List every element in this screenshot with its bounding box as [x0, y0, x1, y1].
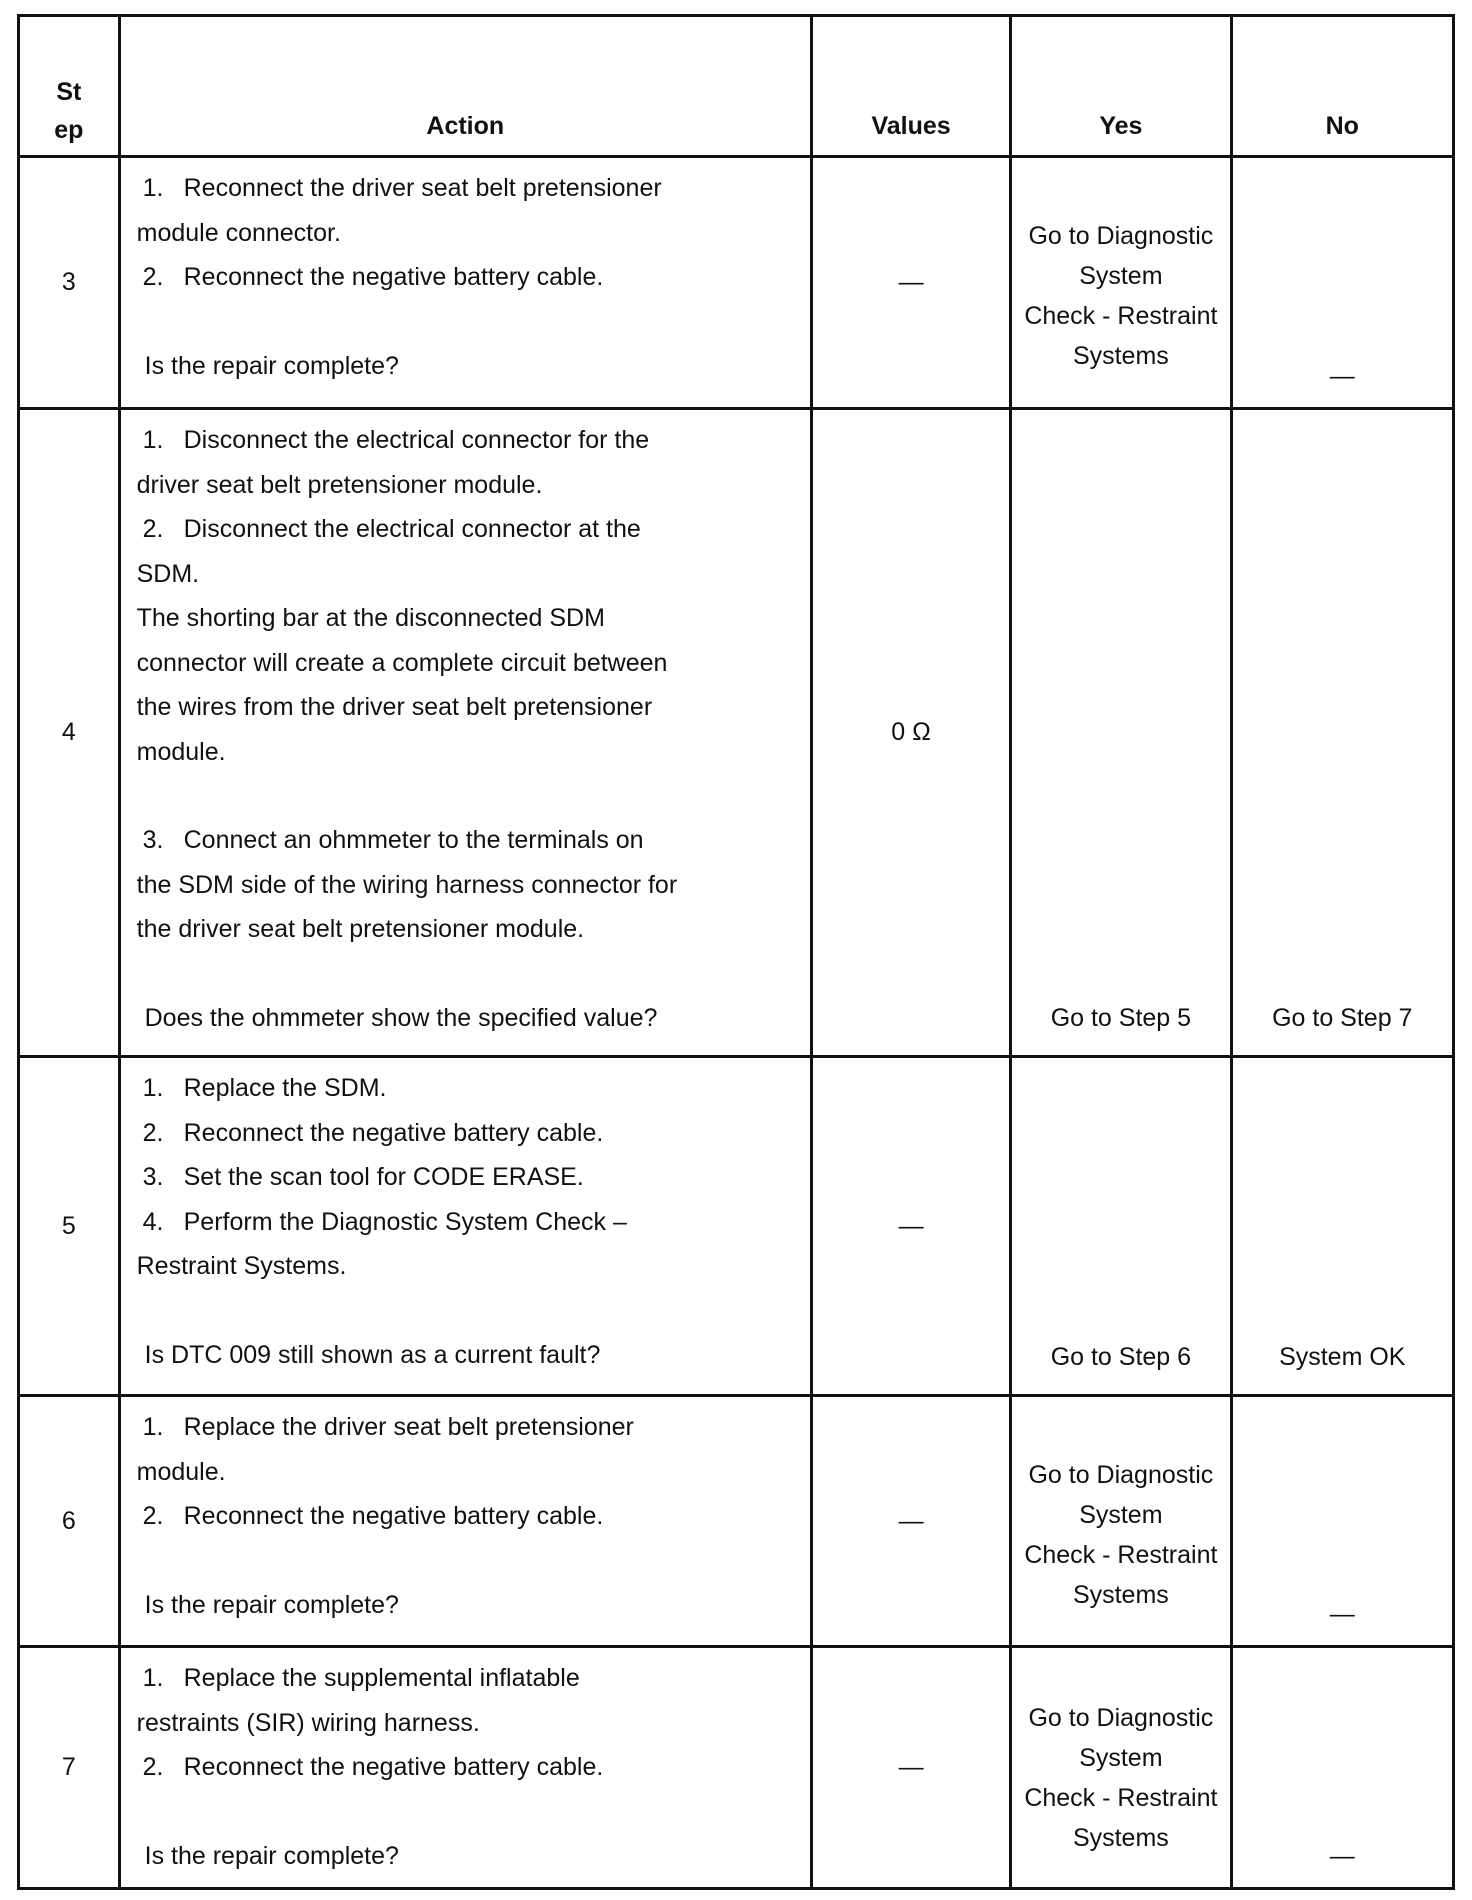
header-row	[19, 16, 1454, 157]
item-text: Reconnect the negative battery cable.	[183, 1502, 604, 1530]
values-cell: —	[811, 1057, 1010, 1396]
action-cell	[119, 1647, 811, 1889]
table-row	[19, 1647, 1454, 1889]
item-text: Replace the SDM.	[183, 1074, 387, 1102]
item-text-cont: Restraint Systems.	[136, 1252, 347, 1280]
table-row	[19, 157, 1454, 409]
action-cell	[119, 1396, 811, 1647]
no-cell	[1231, 157, 1453, 409]
table-row	[19, 409, 1454, 1057]
item-text: Replace the driver seat belt pretensioner	[183, 1413, 634, 1441]
question-text: Does the ohmmeter show the specified value?	[144, 1003, 658, 1032]
note-line: the wires from the driver seat belt pretensioner	[136, 693, 653, 721]
values-cell: —	[811, 157, 1010, 409]
question-text: Is the repair complete?	[144, 1590, 399, 1619]
item-number: 2.	[142, 1753, 164, 1781]
item-text: Reconnect the negative battery cable.	[183, 1118, 604, 1147]
no-dash: —	[1329, 1600, 1355, 1628]
item-text-cont: the driver seat belt pretensioner module.	[136, 915, 585, 943]
item-number: 2.	[142, 263, 164, 291]
diagnostic-table	[17, 14, 1455, 1890]
header-yes: Yes	[1011, 16, 1231, 157]
header-step	[19, 16, 120, 157]
no-cell	[1231, 1647, 1453, 1889]
question-text: Is the repair complete?	[144, 1841, 399, 1870]
item-number: 3.	[142, 1163, 164, 1191]
yes-line: Check - Restraint	[1024, 302, 1218, 330]
no-dash: —	[1329, 1842, 1355, 1870]
yes-line: System	[1079, 1501, 1163, 1529]
item-number: 1.	[142, 426, 164, 454]
step-number: 6	[19, 1396, 120, 1647]
no-cell	[1231, 1396, 1453, 1647]
item-text: Reconnect the negative battery cable.	[183, 1753, 604, 1781]
item-text-cont: the SDM side of the wiring harness connector for	[136, 870, 678, 899]
item-number: 2.	[142, 1118, 164, 1147]
item-text: Perform the Diagnostic System Check –	[183, 1207, 627, 1236]
item-text: Disconnect the electrical connector at the	[183, 515, 641, 543]
step-number: 3	[19, 157, 120, 409]
note-line: module.	[136, 737, 226, 766]
header-step-line1: St	[56, 78, 82, 106]
item-number: 4.	[142, 1207, 164, 1236]
yes-line: Go to Diagnostic	[1028, 222, 1214, 250]
item-number: 1.	[142, 174, 164, 202]
question-text: Is the repair complete?	[144, 351, 399, 380]
item-text-cont: driver seat belt pretensioner module.	[136, 470, 543, 499]
values-cell: —	[811, 1647, 1010, 1889]
values-cell: 0 Ω	[811, 409, 1010, 1057]
header-no: No	[1231, 16, 1453, 157]
item-text-cont: SDM.	[136, 559, 200, 588]
action-cell	[119, 157, 811, 409]
table-row	[19, 1057, 1454, 1396]
note-line: connector will create a complete circuit between	[136, 648, 668, 677]
no-text: System OK	[1279, 1343, 1406, 1371]
note-line: The shorting bar at the disconnected SDM	[136, 604, 605, 632]
table-row	[19, 1396, 1454, 1647]
item-number: 2.	[142, 515, 164, 543]
yes-line: Systems	[1072, 1581, 1169, 1609]
yes-line: Go to Diagnostic	[1028, 1704, 1214, 1732]
yes-line: System	[1079, 1744, 1163, 1772]
item-number: 3.	[142, 826, 164, 854]
yes-line: Check - Restraint	[1024, 1784, 1218, 1812]
action-cell	[119, 409, 811, 1057]
item-text: Connect an ohmmeter to the terminals on	[183, 826, 644, 854]
header-step-line2: ep	[54, 116, 84, 144]
yes-line: Check - Restraint	[1024, 1541, 1218, 1569]
no-cell	[1231, 1057, 1453, 1396]
item-text-cont: module connector.	[136, 218, 341, 247]
no-cell	[1231, 409, 1453, 1057]
yes-cell	[1011, 1647, 1231, 1889]
yes-line: Systems	[1072, 342, 1169, 370]
step-number: 7	[19, 1647, 120, 1889]
item-text-cont: restraints (SIR) wiring harness.	[136, 1708, 480, 1737]
step-number: 4	[19, 409, 120, 1057]
yes-cell	[1011, 157, 1231, 409]
no-dash: —	[1329, 362, 1355, 390]
yes-text: Go to Step 6	[1050, 1343, 1192, 1371]
yes-line: Systems	[1072, 1824, 1169, 1852]
yes-line: System	[1079, 262, 1163, 290]
yes-cell	[1011, 1396, 1231, 1647]
yes-line: Go to Diagnostic	[1028, 1461, 1214, 1489]
item-text: Reconnect the negative battery cable.	[183, 263, 604, 291]
item-text: Reconnect the driver seat belt pretensioner	[183, 174, 662, 202]
no-text: Go to Step 7	[1272, 1004, 1413, 1032]
header-values: Values	[811, 16, 1010, 157]
values-cell: —	[811, 1396, 1010, 1647]
item-text: Replace the supplemental inflatable	[183, 1664, 580, 1692]
item-text-cont: module.	[136, 1457, 226, 1486]
yes-cell	[1011, 1057, 1231, 1396]
yes-text: Go to Step 5	[1050, 1004, 1192, 1032]
item-text: Set the scan tool for CODE ERASE.	[183, 1163, 584, 1191]
item-number: 2.	[142, 1502, 164, 1530]
item-number: 1.	[142, 1413, 164, 1441]
item-text: Disconnect the electrical connector for the	[183, 426, 650, 454]
header-action: Action	[119, 16, 811, 157]
item-number: 1.	[142, 1664, 164, 1692]
yes-cell	[1011, 409, 1231, 1057]
action-cell	[119, 1057, 811, 1396]
step-number: 5	[19, 1057, 120, 1396]
question-text: Is DTC 009 still shown as a current fault?	[144, 1340, 601, 1369]
item-number: 1.	[142, 1074, 164, 1102]
